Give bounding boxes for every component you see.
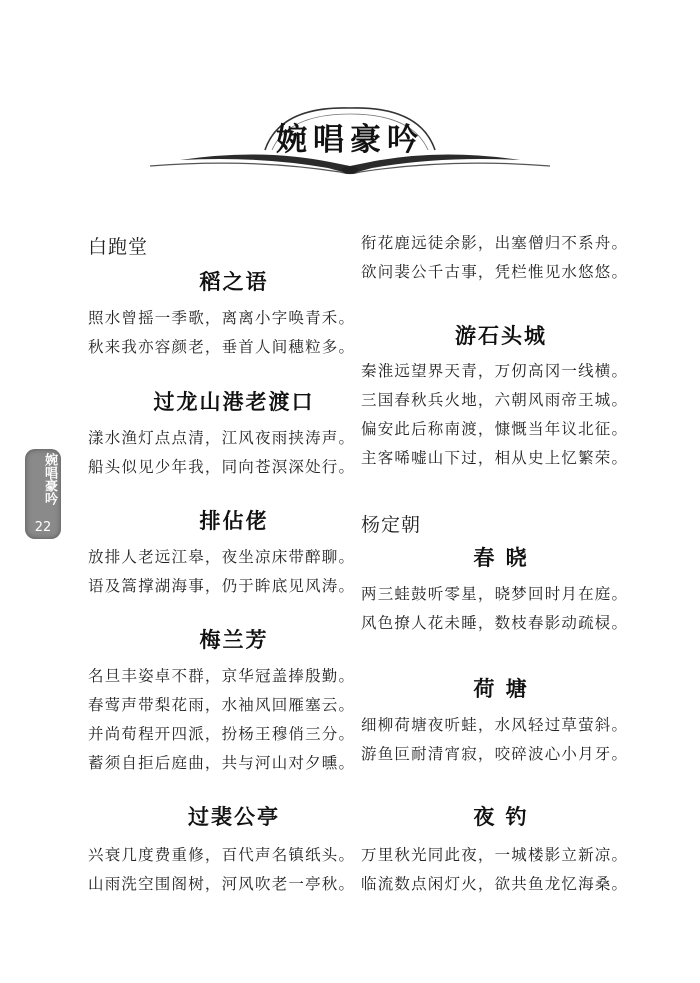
side-chapter-tab — [25, 449, 61, 539]
poem-line: 山雨洗空围阁树，河风吹老一亭秋。 — [88, 875, 356, 893]
poem-line: 春莺声带梨花雨，水袖风回雁塞云。 — [88, 696, 356, 714]
poem-line: 名旦丰姿卓不群，京华冠盖捧殷勤。 — [88, 667, 356, 685]
poem-line: 秋来我亦容颜老，垂首人间穗粒多。 — [88, 338, 356, 356]
poem-title: 排佔佬 — [199, 508, 269, 533]
section-header — [0, 100, 700, 190]
poem-line: 并尚荀程开四派，扮杨王穆俏三分。 — [88, 725, 356, 743]
side-chapter-label: 婉唱豪吟 — [42, 453, 57, 505]
author-name: 白跑堂 — [88, 236, 149, 258]
poem-line: 语及篙撑湖海事，仍于眸底见风涛。 — [88, 577, 356, 595]
poem-title: 梅兰芳 — [199, 627, 269, 652]
poem-title: 游石头城 — [455, 323, 547, 348]
poem-title: 夜 钓 — [473, 804, 529, 829]
poem-line: 细柳荷塘夜听蛙，水风轻过草萤斜。 — [361, 716, 629, 734]
poem-line: 游鱼叵耐清宵寂，咬碎波心小月牙。 — [361, 745, 629, 763]
poem-line: 临流数点闲灯火，欲共鱼龙忆海桑。 — [361, 875, 629, 893]
author-name: 杨定朝 — [361, 514, 422, 536]
page-number: 22 — [34, 520, 52, 535]
poem-line: 照水曾摇一季歌，离离小字唤青禾。 — [88, 309, 356, 327]
poem-line: 放排人老远江皋，夜坐凉床带醉聊。 — [88, 548, 356, 566]
poem-line: 偏安此后称南渡，慷慨当年议北征。 — [361, 420, 629, 438]
poem-line: 船头似见少年我，同向苍溟深处行。 — [88, 458, 356, 476]
poem-line: 风色撩人花未睡，数枝春影动疏棂。 — [361, 614, 629, 632]
poem-line: 欲问裴公千古事，凭栏惟见水悠悠。 — [361, 263, 629, 281]
poem-title: 荷 塘 — [473, 676, 529, 701]
poem-title: 过裴公亭 — [188, 804, 280, 829]
poem-line: 三国春秋兵火地，六朝风雨帝王城。 — [361, 391, 629, 409]
poem-line: 蓄须自拒后庭曲，共与河山对夕曛。 — [88, 754, 356, 772]
poem-line: 两三蛙鼓听零星，晓梦回时月在庭。 — [361, 585, 629, 603]
poem-line: 万里秋光同此夜，一城楼影立新凉。 — [361, 846, 629, 864]
poem-line: 秦淮远望界天青，万仞高冈一线横。 — [361, 362, 629, 380]
poem-line: 主客唏嘘山下过，相从史上忆繁荣。 — [361, 449, 629, 467]
poem-title: 过龙山港老渡口 — [153, 389, 315, 414]
poem-title: 春 晓 — [473, 545, 529, 570]
page-section-title: 婉唱豪吟 — [276, 122, 424, 158]
poem-line: 漾水渔灯点点清，江风夜雨挟涛声。 — [88, 429, 356, 447]
poem-title: 稻之语 — [199, 269, 269, 294]
poem-line: 衔花鹿远徒余影，出塞僧归不系舟。 — [361, 234, 629, 252]
poem-line: 兴衰几度费重修，百代声名镇纸头。 — [88, 846, 356, 864]
